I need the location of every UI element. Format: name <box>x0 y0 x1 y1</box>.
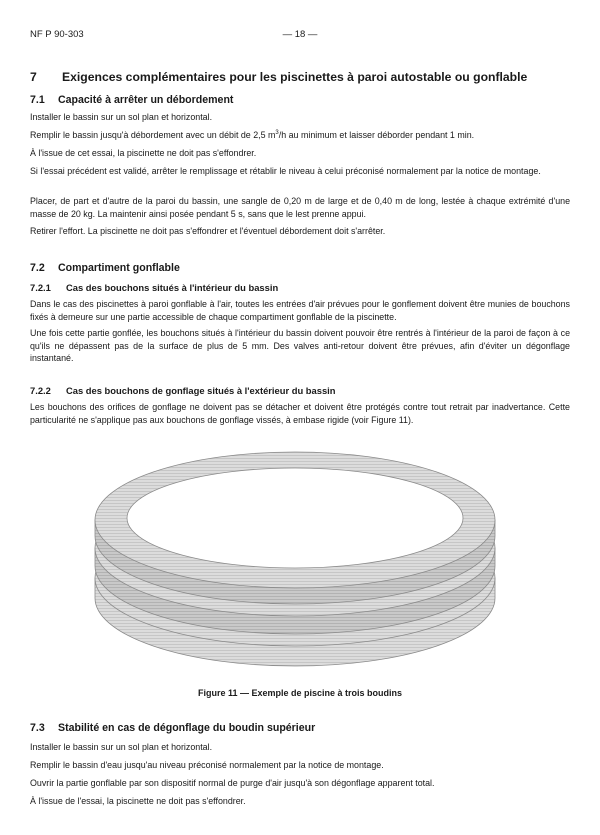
top-ring <box>95 452 495 604</box>
section-7-1-paragraph-6: Retirer l'effort. La piscinette ne doit pas s'effondrer et l'éventuel débordement doit s'arrêter. <box>30 226 386 236</box>
section-7-1-paragraph-2 <box>30 129 570 142</box>
section-7-2-2-number: 7.2.2 <box>30 385 51 396</box>
section-7-number: 7 <box>30 70 37 84</box>
section-7-3-paragraph-1: Installer le bassin sur un sol plan et horizontal. <box>30 742 213 752</box>
section-7-2-2-paragraph-1: Les bouchons des orifices de gonflage ne doivent pas se détacher et doivent être protégés contre tout retrait par inadvertance. Cette particularité ne s'applique pas aux bouchons de gonflage vissés, à embase rigide (voir Figure 11). <box>30 402 570 425</box>
section-7-2-1-paragraph-2: Une fois cette partie gonflée, les bouchons situés à l'intérieur du bassin doivent pouvoir être rentrés à l'intérieur de la paroi de façon à ce qu'ils ne dépassent pas de la surface de plus de 5 mm. Des valves anti-retour doivent être prévues, afin d'éviter un dégonflage instantané. <box>30 328 570 364</box>
section-7-1-number: 7.1 <box>30 94 45 106</box>
section-7-1-paragraph-1: Installer le bassin sur un sol plan et horizontal. <box>30 112 213 122</box>
section-7-2-2-heading <box>30 385 336 396</box>
section-7-1-heading <box>30 94 233 106</box>
section-7-1-paragraph-4: Si l'essai précédent est validé, arrêter le remplissage et rétablir le niveau à celui préconisé normalement par la notice de montage. <box>30 166 541 176</box>
section-7-2-1-heading <box>30 282 278 293</box>
section-7-2-1-paragraph-1: Dans le cas des piscinettes à paroi gonflable à l'air, toutes les entrées d'air prévues pour le gonflement doivent être munies de bouchons fixés à demeure sur une partie accessible de chaque compartiment gonflable de la piscinette. <box>30 299 570 322</box>
section-7-1-title: Capacité à arrêter un débordement <box>58 94 234 106</box>
section-7-2-heading <box>30 262 180 274</box>
section-7-1-paragraph-5: Placer, de part et d'autre de la paroi du bassin, une sangle de 0,20 m de large et de 0,40 m de long, lestée à chaque extrémité d'une masse de 20 kg. La maintenir ainsi posée pendant 5 s, sans que le lest prenne appui. <box>30 196 570 219</box>
section-7-2-1-number: 7.2.1 <box>30 282 51 293</box>
section-7-3-heading <box>30 722 315 734</box>
document-reference: NF P 90-303 <box>30 29 84 40</box>
section-7-2-number: 7.2 <box>30 262 45 274</box>
section-7-3-title: Stabilité en cas de dégonflage du boudin supérieur <box>58 722 316 734</box>
section-7-3-number: 7.3 <box>30 722 45 734</box>
section-7-3-paragraph-4: À l'issue de l'essai, la piscinette ne doit pas s'effondrer. <box>30 796 246 806</box>
section-7-title: Exigences complémentaires pour les piscinettes à paroi autostable ou gonflable <box>62 70 528 84</box>
section-7-heading <box>30 70 575 84</box>
section-7-3-paragraph-3: Ouvrir la partie gonflable par son dispositif normal de purge d'air jusqu'à son dégonflage apparent total. <box>30 778 435 788</box>
section-7-1-paragraph-3: À l'issue de cet essai, la piscinette ne doit pas s'effondrer. <box>30 148 257 158</box>
figure-11-caption: Figure 11 — Exemple de piscine à trois boudins <box>197 688 403 698</box>
superscript-exponent: 3 <box>275 130 279 137</box>
section-7-2-1-title: Cas des bouchons situés à l'intérieur du bassin <box>66 282 279 293</box>
page-number: — 18 — <box>282 29 318 40</box>
section-7-2-title: Compartiment gonflable <box>58 262 180 274</box>
figure-11-three-ring-pool <box>85 430 505 680</box>
paragraph-2-part-b: /h au minimum et laisser déborder pendant 1 min. <box>278 130 475 140</box>
paragraph-2-part-a: Remplir le bassin jusqu'à débordement avec un débit de 2,5 m <box>30 130 276 140</box>
section-7-2-2-title: Cas des bouchons de gonflage situés à l'extérieur du bassin <box>66 385 336 396</box>
section-7-3-paragraph-2: Remplir le bassin d'eau jusqu'au niveau préconisé normalement par la notice de montage. <box>30 760 384 770</box>
